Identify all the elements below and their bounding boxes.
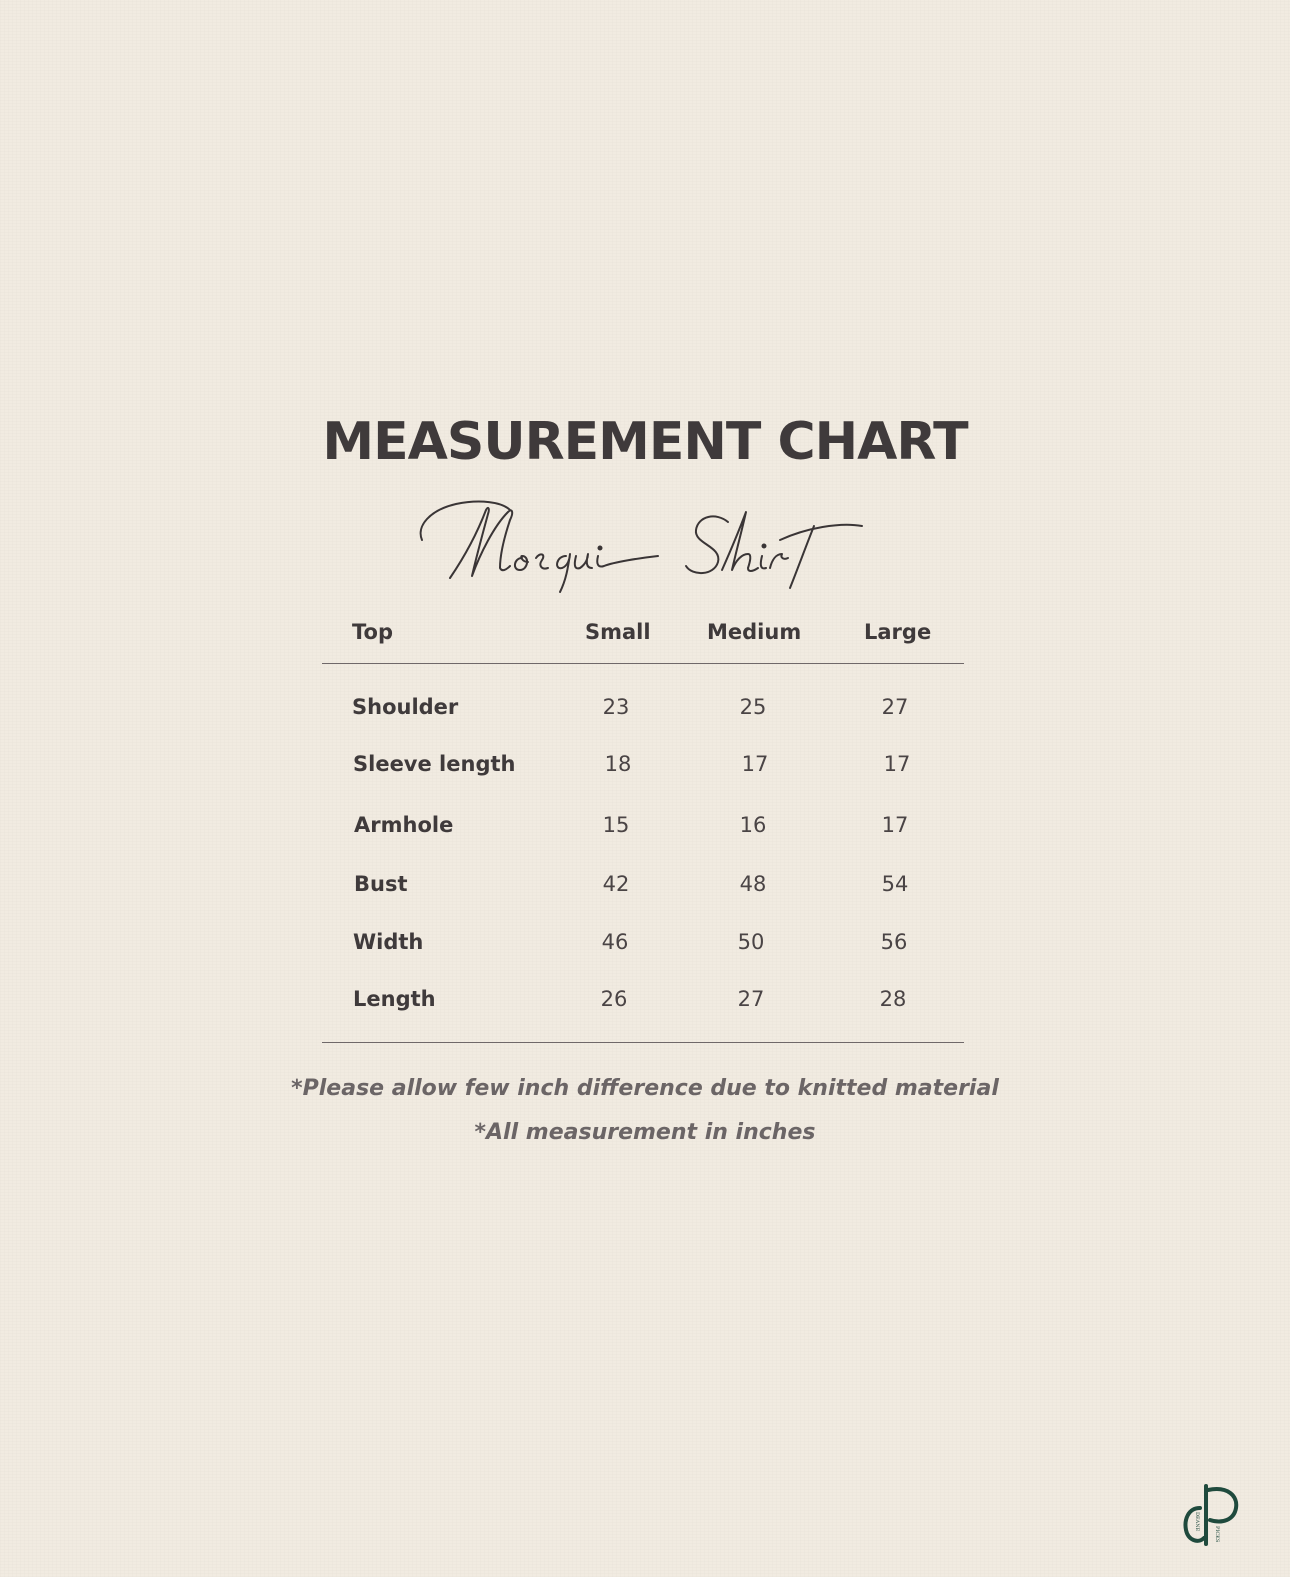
cell-shoulder-large: 27 — [881, 695, 909, 719]
note-units: *All measurement in inches — [474, 1120, 816, 1145]
cell-bust-medium: 48 — [739, 872, 767, 896]
cell-sleeve-large: 17 — [883, 752, 911, 776]
brand-side-text-right: PICKS — [1214, 1526, 1220, 1543]
column-header-top: Top — [352, 620, 393, 644]
brand-monogram-icon — [1176, 1478, 1248, 1550]
column-header-large: Large — [864, 620, 932, 644]
cell-bust-large: 54 — [881, 872, 909, 896]
column-header-medium: Medium — [707, 620, 802, 644]
table-top-divider — [322, 663, 964, 664]
row-label-shoulder: Shoulder — [352, 695, 459, 719]
cell-sleeve-medium: 17 — [741, 752, 769, 776]
row-label-bust: Bust — [354, 872, 408, 896]
cell-sleeve-small: 18 — [604, 752, 632, 776]
cell-armhole-small: 15 — [602, 813, 630, 837]
row-label-width: Width — [353, 930, 424, 954]
cell-shoulder-medium: 25 — [739, 695, 767, 719]
product-name-script — [410, 496, 880, 596]
cell-shoulder-small: 23 — [602, 695, 630, 719]
cell-length-small: 26 — [600, 987, 628, 1011]
cell-armhole-large: 17 — [881, 813, 909, 837]
page-title: MEASUREMENT CHART — [322, 412, 968, 472]
cell-width-small: 46 — [601, 930, 629, 954]
product-name-signature — [410, 496, 880, 596]
table-bottom-divider — [322, 1042, 964, 1043]
row-label-armhole: Armhole — [354, 813, 454, 837]
brand-side-text-left: DEANE — [1194, 1512, 1200, 1532]
note-knitted-material: *Please allow few inch difference due to knitted material — [291, 1076, 999, 1101]
cell-armhole-medium: 16 — [739, 813, 767, 837]
cell-width-large: 56 — [880, 930, 908, 954]
cell-length-medium: 27 — [737, 987, 765, 1011]
cell-length-large: 28 — [879, 987, 907, 1011]
column-header-small: Small — [585, 620, 651, 644]
row-label-sleeve-length: Sleeve length — [353, 752, 516, 776]
brand-logo — [1176, 1478, 1248, 1550]
cell-width-medium: 50 — [737, 930, 765, 954]
cell-bust-small: 42 — [602, 872, 630, 896]
row-label-length: Length — [353, 987, 436, 1011]
